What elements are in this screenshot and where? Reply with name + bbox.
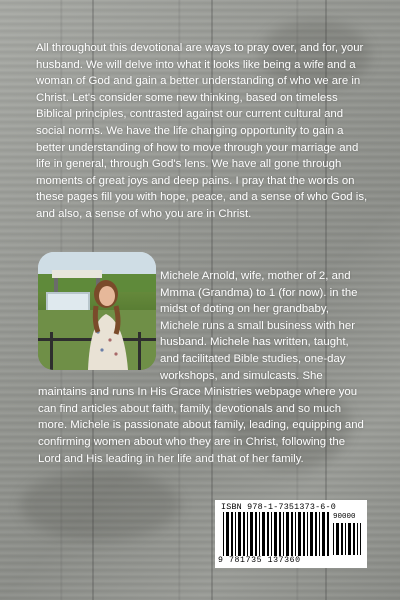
addon-bars bbox=[333, 523, 361, 555]
author-bio bbox=[38, 268, 370, 467]
barcode-bars bbox=[223, 512, 329, 556]
price-code: 90000 bbox=[333, 513, 356, 521]
isbn-label: ISBN 978-1-7351373-6-0 bbox=[221, 502, 336, 512]
author-bio-text: Michele Arnold, wife, mother of 2, and Mmma (Grandma) to 1 (for now). in the midst of doting on her grandbaby, Michele runs a small business with her husband. Michele has written, taught, and facilitated Bible studies, one-day workshops, and simulcasts. She maintains and runs In His Grace Ministries webpage where you can find articles about faith, family, devotionals and so much more. Michele is passionate about family, leading, equipping and confirming women about who they are in Christ, following the Lord and His leading in her life and that of her family. bbox=[38, 270, 364, 465]
isbn-barcode bbox=[215, 500, 367, 568]
wall-stain bbox=[20, 470, 180, 540]
barcode-digits: 9 781735 137360 bbox=[218, 556, 301, 565]
intro-paragraph: All throughout this devotional are ways to pray over, and for, your husband. We will delve into what it looks like being a wife and a woman of God and gain a better understanding of who we are in Christ. Let's consider some new thinking, based on timeless Biblical principles, contrasted against our current cultural and social norms. We have the life changing opportunity to gain a better understanding of how to move through your marriage and life in general, through God's lens. We have all gone through moments of great joys and deep pains. I pray that the words on these pages fill you with hope, peace, and a sense of who God is, and also, a sense of who you are in Christ. bbox=[36, 42, 368, 220]
